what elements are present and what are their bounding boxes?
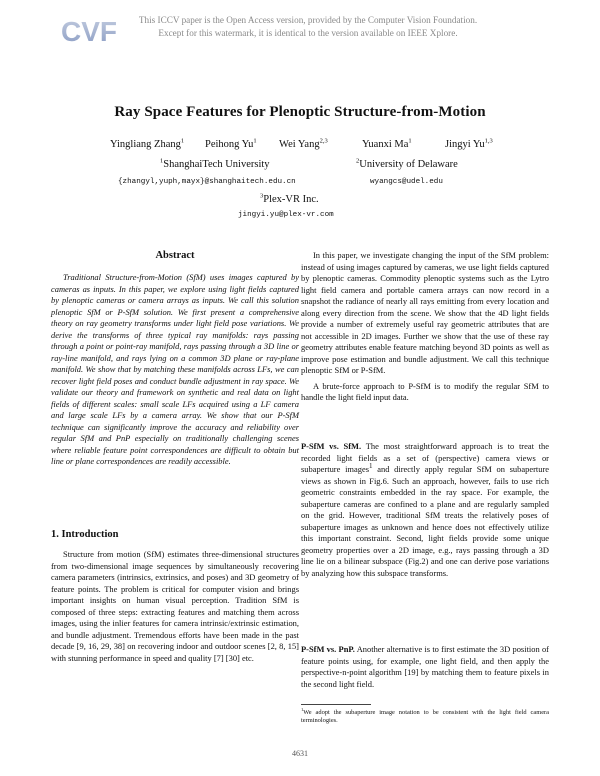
author-3: Wei Yang$^{2,3}$: [279, 137, 328, 150]
author-2: Peihong Yu$^1$: [205, 137, 257, 150]
affiliation-1: $^1$ShanghaiTech University: [160, 157, 270, 170]
author-5: Jingyi Yu$^{1,3}$: [445, 137, 493, 150]
paragraph-psfm-vs-pnp: [301, 644, 549, 690]
footnote-text: We adopt the subaperture image notation to be consistent with the light field camera terminologies.: [301, 709, 549, 724]
email-1: {zhangyl,yuph,mayx}@shanghaitech.edu.cn: [118, 178, 296, 186]
paragraph-brute-force: A brute-force approach to P-SfM is to modify the regular SfM to handle the light field input data.: [301, 380, 549, 402]
abstract-text: Traditional Structure-from-Motion (SfM) uses images captured by cameras as inputs. In this paper, we explore using light fields captured by plenoptic cameras or camera arrays as inputs. We call this solution plenoptic SfM or P-SfM solution. We first present a comprehensive theory on ray geometry transforms under light field pose variations. We derive the transforms of three typical ray manifolds: rays passing through a point or point-ray manifold, rays passing through a 3D line or ray-line manifold, and rays lying on a common 3D plane or ray-plane manifold. We show that by matching these manifolds across LFs, we can recover light field poses and conduct bundle adjustment in ray space. We validate our theory and framework on synthetic and real data on light fields of different scales: small scale LFs acquired using a LF camera and large scale LFs by a camera array. We show that our P-SfM technique can significantly improve the accuracy and reliability over regular SfM and PnP especially on traditionally challenging scenes where reliable feature point correspondences are difficult to obtain but line or plane correspondences are readily accessible.: [51, 272, 299, 466]
page-number: 4631: [292, 749, 308, 758]
run-in-heading-pnp: P-SfM vs. PnP.: [301, 644, 355, 654]
watermark-line-2: Except for this watermark, it is identical to the version available on IEEE Xplore.: [158, 28, 458, 38]
right-column-top: [301, 250, 549, 404]
footnote-marker: 1: [369, 462, 373, 471]
introduction-heading: 1. Introduction: [51, 529, 119, 540]
introduction-body: [51, 549, 299, 664]
psfm-vs-pnp-text: Another alternative is to first estimate the 3D position of feature points using, for example, one light field, and then apply the perspective-n-point algorithm [19] by matching them to feature pixels in the second light field.: [301, 644, 549, 689]
introduction-paragraph: Structure from motion (SfM) estimates three-dimensional structures from two-dimensional image sequences by simultaneously recovering camera parameters (intrinsics, extrinsics, and poses) and 3D geometry of feature points. The problem is critical for computer vision and brings important insights on human visual perception. Tradition SfM is composed of three steps: extracting features and matching them across images, using the inlier features for camera intrinsic/extrinsic estimation, and bundle adjustment. Tremendous efforts have been made in the past decade [9, 16, 29, 38] on recovering indoor and outdoor scenes [2, 8, 15] with stunning performance in speed and quality [7] [30] etc.: [51, 549, 299, 663]
open-access-watermark: [118, 14, 498, 40]
footnote-rule: [301, 704, 371, 705]
psfm-vs-sfm-text-a: The most straightforward approach is to treat the recorded light fields as a set of (perspective) camera views or subaperture images: [301, 441, 549, 474]
author-4: Yuanxi Ma$^1$: [362, 137, 412, 150]
abstract-heading: Abstract: [155, 250, 195, 261]
psfm-vs-sfm-text-b: and directly apply regular SfM on subaperture views as shown in Fig.6. Such an approach, however, fails to use rich geometric constraints embedded in the ray space. For example, the subaperture cameras are confined to a plane and are regularly sampled on the grid. However, traditional SfM treats the relatively poses of subaperture images as unknown and hence does not effectively utilize this important constraint. Second, light fields provide some unique geometry properties over a 2D image, e.g., rays passing through a 3D line lie on a bilinear subspace (Fig.2) and one can derive pose variations by analyzing how this subspace transforms.: [301, 464, 550, 578]
cvf-logo: [61, 14, 117, 47]
abstract-body: [51, 272, 299, 468]
paper-title: Ray Space Features for Plenoptic Structure-from-Motion: [114, 104, 486, 120]
affiliation-2: $^2$University of Delaware: [356, 157, 458, 170]
paragraph-p-sfm-input: In this paper, we investigate changing the input of the SfM problem: instead of using images captured by cameras, we use light fields captured by plenoptic cameras. Commodity plenoptic systems such as the Lytro light field camera and portable camera arrays can now record in a snapshot the radiance of nearly all rays emitting from every location and along every direction from the scene. We show that the 4D light fields provide a number of extremely useful ray geometric attributes that are not accessible in 2D images. Further we show that the use of these ray geometry attributes enable feature matching beyond 3D points as well as improve pose estimation and bundle adjustment. We call this technique plenoptic SfM or P-SfM.: [301, 250, 549, 375]
email-3: jingyi.yu@plex-vr.com: [238, 211, 334, 219]
run-in-heading-sfm: P-SfM vs. SfM.: [301, 441, 362, 451]
cvf-logo-text: CVF: [61, 16, 117, 47]
watermark-line-1: This ICCV paper is the Open Access version, provided by the Computer Vision Foundation.: [138, 15, 478, 25]
email-2: wyangcs@udel.edu: [370, 178, 443, 186]
author-1: Yingliang Zhang$^1$: [110, 137, 185, 150]
affiliation-3: $^3$Plex-VR Inc.: [260, 192, 319, 205]
paragraph-psfm-vs-sfm: [301, 441, 549, 579]
footnote: $^1$We adopt the subaperture image notation to be consistent with the light field camera terminologies.: [301, 706, 549, 724]
